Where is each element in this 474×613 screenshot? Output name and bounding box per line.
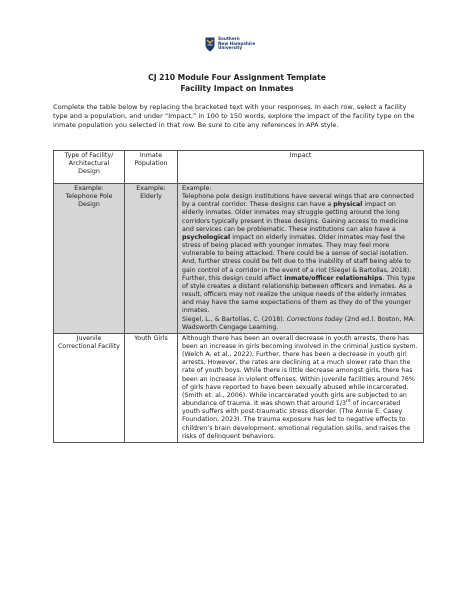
logo-text: Southern New Hampshire University <box>218 36 256 51</box>
impact-text: Telephone pole design institutions have several wings that are connected by a central corridor. These designs can have a physical impact on elderly inmates. Older inmates may struggle getting around the long corridors typically present in these designs. Gaining access to medicine and services can be problematic. These institutions can also have a psychological impact on elderly inmates. Older inmates may feel the stress of being placed with younger inmates. They may feel more vulnerable to being attacked. There could be a sense of social isolation. And, further stress could be felt due to the inability of staff being able to gain control of a corridor in the event of a riot (Siegel & Bartollas, 2018). Further, this design could affect inmate/officer relationships. This type of style creates a distant relationship between officers and inmates. As a result, officers may not realize the unique needs of the elderly inmates and may have the same expectations of them as they do of the younger inmates. <box>182 193 416 315</box>
header-facility: Type of Facility/ Architectural Design <box>54 151 125 184</box>
cell-population: Youth Girls <box>125 333 178 442</box>
table-row-example <box>54 184 424 334</box>
document-title: CJ 210 Module Four Assignment Template <box>148 73 326 82</box>
table-row-response <box>54 333 424 442</box>
cell-facility: Juvenile Correctional Facility <box>54 333 125 442</box>
document-subtitle: Facility Impact on Inmates <box>180 84 294 93</box>
university-shield-icon <box>205 37 215 52</box>
emphasis-physical: physical <box>333 201 363 209</box>
facility-impact-table <box>53 150 424 443</box>
emphasis-psychological: psychological <box>182 233 231 241</box>
header-population: Inmate Population <box>125 151 178 184</box>
snhu-logo <box>205 34 273 54</box>
table-header-row <box>54 151 424 184</box>
cell-facility: Example: Telephone Pole Design <box>54 184 125 334</box>
instructions-paragraph: Complete the table below by replacing the bracketed text with your responses. In each row, select a facility type and a population, and under “Impact,” in 100 to 150 words, explore the impact of the facility type on the inmate population you selected in that row. Be sure to cite any references in APA style. <box>53 103 415 129</box>
impact-example-label: Example: <box>182 185 212 192</box>
superscript-rd: rd <box>345 398 351 404</box>
cell-impact: Although there has been an overall decrease in youth arrests, there has been an increase in girls becoming involved in the criminal justice system. (Welch A. et al., 2022). Further, there has been a decrease in youth girl arrests. However, the rates are declining at a much slower rate than the rate of youth boys. While there is little decrease amongst girls, there has been an increase in violent offenses. Within juvenile facilities around 76% of girls have reported to have been sexually abused while incarcerated. (Smith et. al., 2006). While incarcerated youth girls are subjected to an abundance of trauma. It was shown that around 1/3rd of incarcerated youth suffers with post-traumatic stress disorder. (The Annie E. Casey Foundation, 2023). The trauma exposure has led to negative effects to children’s brain development, emotional regulation skills, and raises the risks of delinquent behaviors. <box>178 333 424 442</box>
emphasis-relationships: inmate/officer relationships <box>284 274 383 282</box>
cell-population: Example: Elderly <box>125 184 178 334</box>
reference-book-title: Corrections today <box>286 315 343 323</box>
header-impact: Impact <box>178 151 424 184</box>
cell-impact <box>178 184 424 334</box>
reference-citation: Siegel, L., & Bartollas, C. (2018). Corrections today (2nd ed.). Boston, MA: Wadsworth Cengage Learning. <box>182 315 416 331</box>
